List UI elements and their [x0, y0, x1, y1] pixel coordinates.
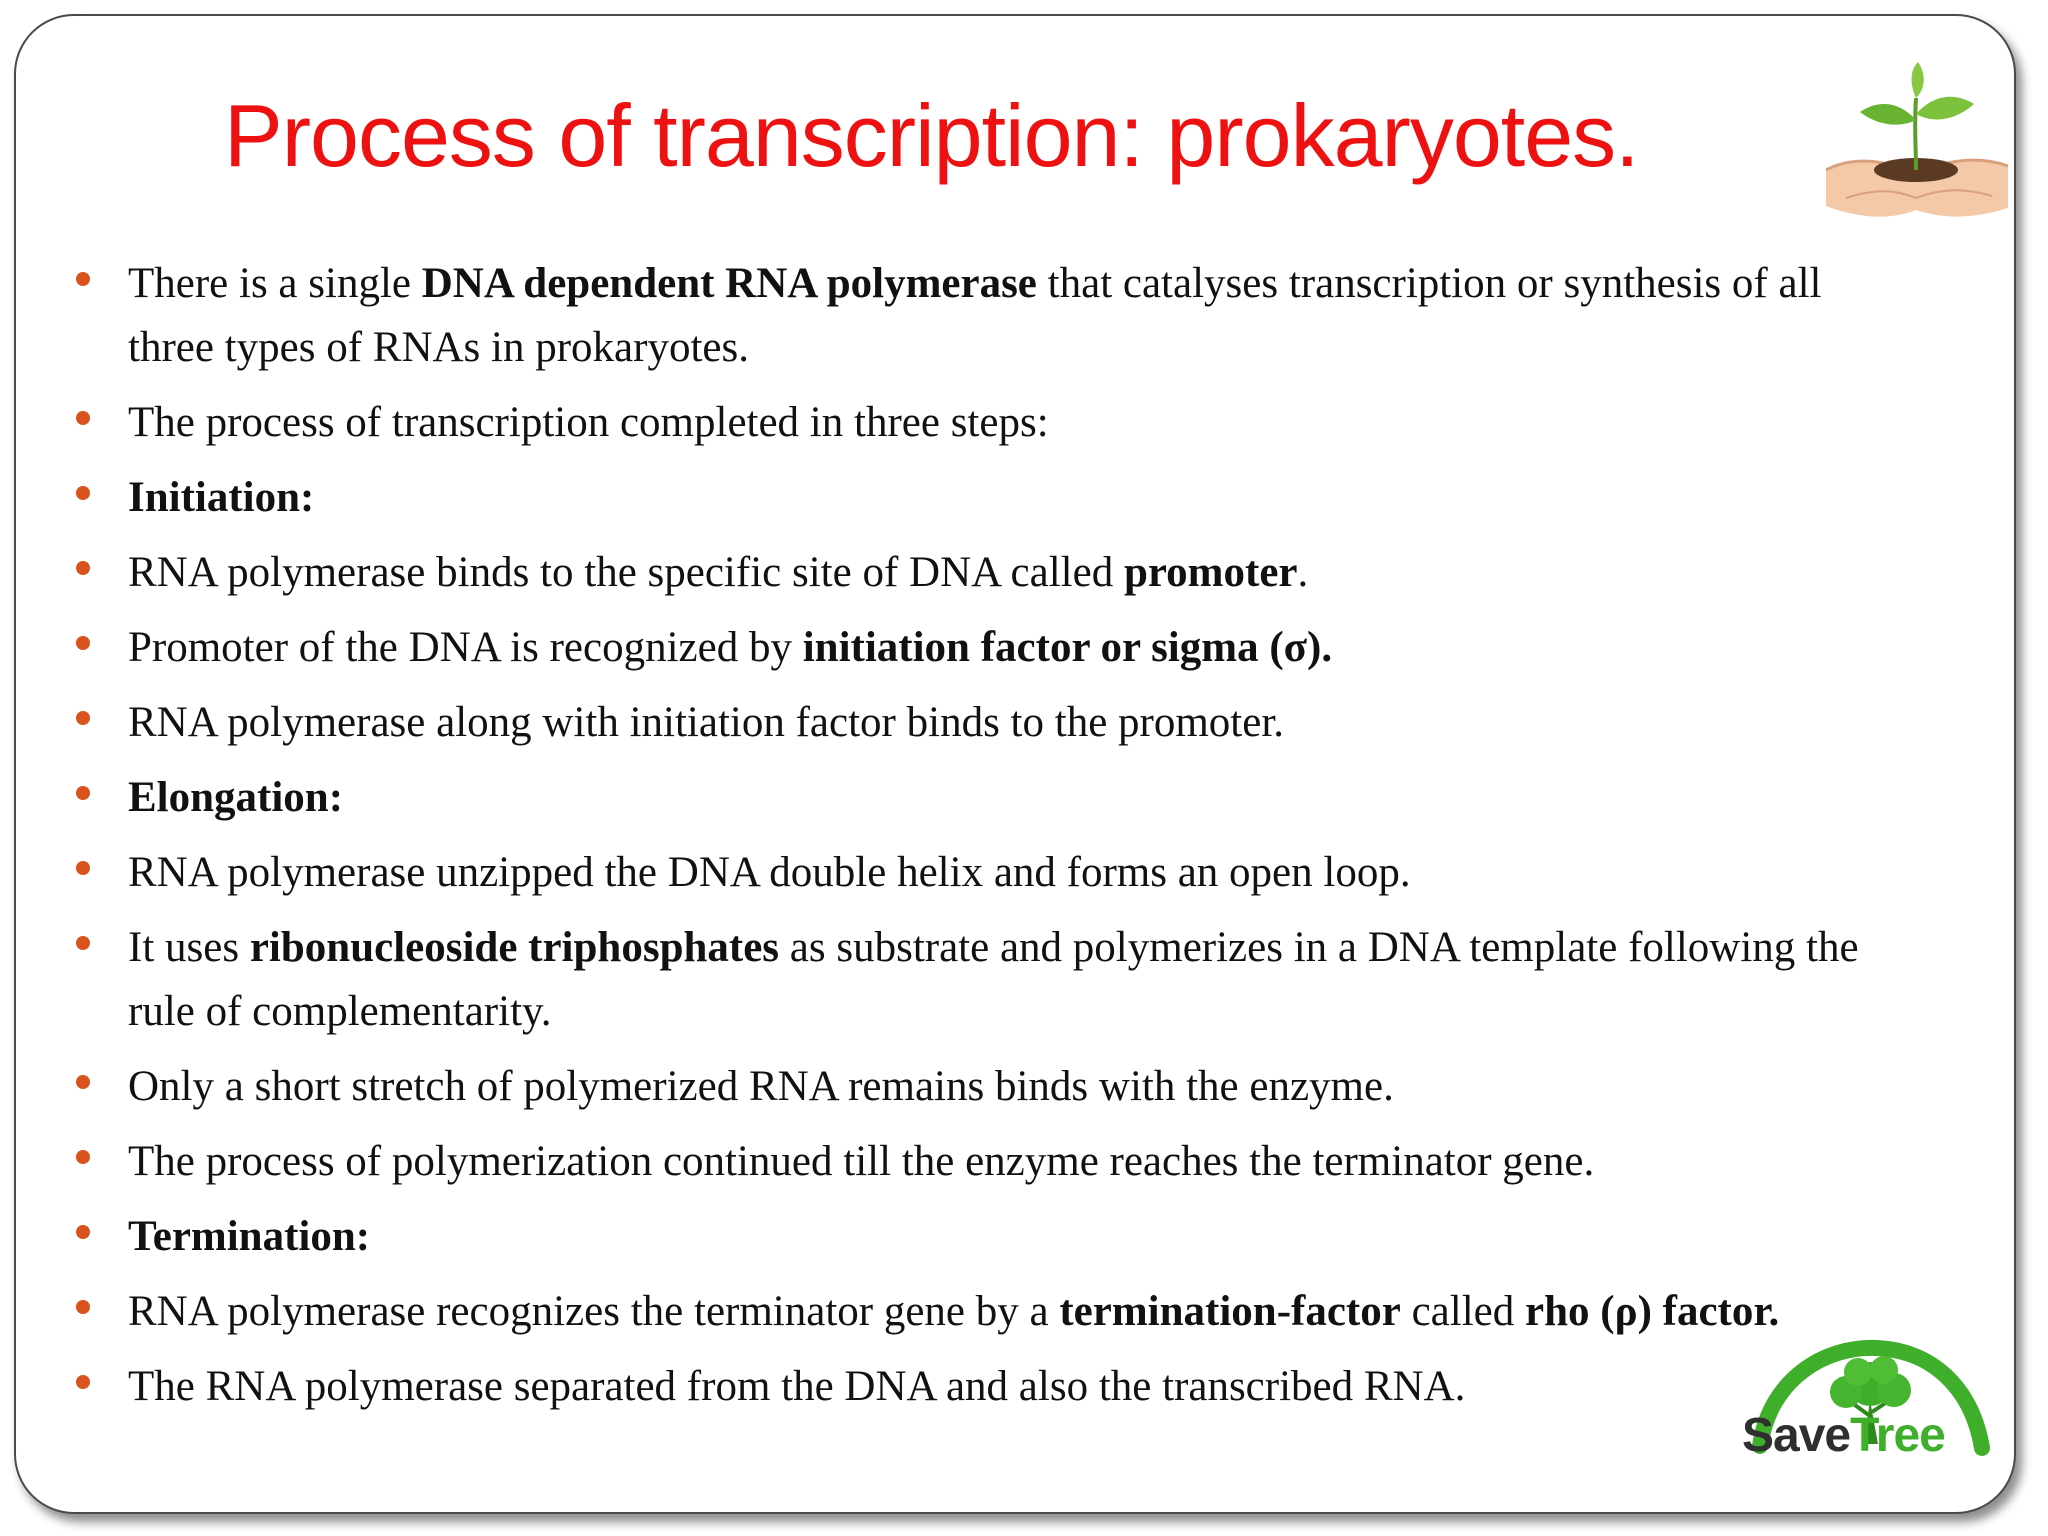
bullet-text: RNA polymerase unzipped the DNA double helix and forms an open loop.: [128, 849, 1411, 896]
bullet-text: There is a single: [128, 260, 422, 307]
bullet-text: The process of transcription completed in three steps:: [128, 399, 1049, 446]
bullet-bold-text: promoter: [1123, 549, 1298, 596]
logo-tree-text: Tree: [1850, 1409, 1945, 1462]
save-tree-logo-text: [1742, 1409, 1945, 1462]
bullet-dot-icon: [76, 711, 90, 725]
bullet-dot-icon: [76, 486, 90, 500]
bullet-dot-icon: [76, 786, 90, 800]
bullet-dot-icon: [76, 411, 90, 425]
bullet-bold-text: ribonucleoside triphosphates: [249, 924, 780, 971]
bullet-item: [0, 1355, 1910, 1419]
bullet-dot-icon: [76, 936, 90, 950]
bullet-item: [0, 466, 1910, 530]
bullet-text: Only a short stretch of polymerized RNA remains binds with the enzyme.: [128, 1063, 1394, 1110]
bullet-dot-icon: [76, 636, 90, 650]
bullet-item: [0, 1130, 1910, 1194]
bullet-text: RNA polymerase along with initiation factor binds to the promoter.: [128, 699, 1285, 746]
bullet-dot-icon: [76, 272, 90, 286]
bullet-item: [0, 391, 1910, 455]
bullet-text: The RNA polymerase separated from the DNA and also the transcribed RNA.: [128, 1363, 1466, 1410]
bullet-dot-icon: [76, 861, 90, 875]
bullet-text: RNA polymerase recognizes the terminator gene by a: [128, 1288, 1060, 1335]
bullet-item: [0, 541, 1910, 605]
bullet-dot-icon: [76, 561, 90, 575]
bullet-list: [0, 252, 2048, 1430]
seedling-in-hands-image: [1816, 58, 2012, 226]
bullet-item: [0, 1280, 1910, 1344]
bullet-bold-text: Elongation:: [128, 774, 344, 821]
bullet-item: [0, 252, 1910, 380]
bullet-item: [0, 766, 1910, 830]
bullet-text: that catalyses transcription or synthesis of all three types of RNAs in prokaryotes.: [128, 260, 1822, 371]
bullet-text: as substrate and polymerizes in a DNA template following the rule of complementarity.: [128, 924, 1859, 1035]
bullet-item: [0, 1205, 1910, 1269]
bullet-dot-icon: [76, 1225, 90, 1239]
bullet-item: [0, 616, 1910, 680]
bullet-dot-icon: [76, 1375, 90, 1389]
bullet-item: [0, 691, 1910, 755]
bullet-bold-text: Initiation:: [128, 474, 315, 521]
bullet-bold-text: initiation factor or sigma (σ).: [802, 624, 1333, 671]
bullet-item: [0, 841, 1910, 905]
bullet-bold-text: Termination:: [128, 1213, 371, 1260]
bullet-text: Promoter of the DNA is recognized by: [128, 624, 803, 671]
bullet-text: The process of polymerization continued till the enzyme reaches the terminator gene.: [128, 1138, 1595, 1185]
bullet-item: [0, 1055, 1910, 1119]
bullet-text: It uses: [128, 924, 250, 971]
bullet-text: called: [1400, 1288, 1525, 1335]
bullet-bold-text: rho (ρ) factor.: [1525, 1288, 1780, 1335]
bullet-bold-text: termination-factor: [1059, 1288, 1401, 1335]
bullet-text: .: [1297, 549, 1309, 596]
bullet-bold-text: DNA dependent RNA polymerase: [421, 260, 1037, 307]
slide-title: Process of transcription: prokaryotes.: [224, 86, 1639, 185]
bullet-dot-icon: [76, 1300, 90, 1314]
bullet-dot-icon: [76, 1150, 90, 1164]
bullet-dot-icon: [76, 1075, 90, 1089]
bullet-text: RNA polymerase binds to the specific site of DNA called: [128, 549, 1124, 596]
logo-save-text: Save: [1742, 1409, 1851, 1462]
bullet-item: [0, 916, 1910, 1044]
